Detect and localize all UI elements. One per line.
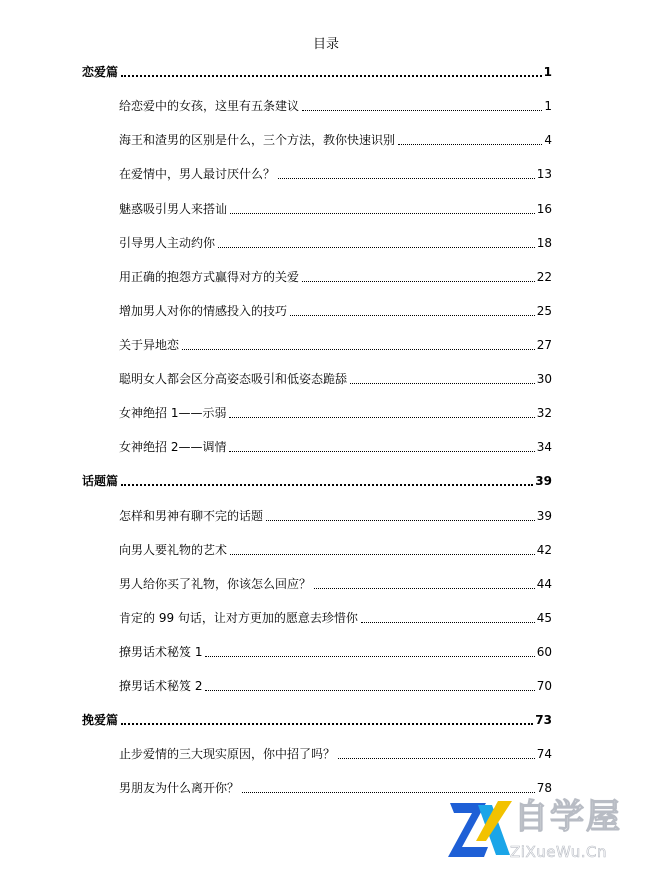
page-number: 27: [536, 338, 552, 352]
dot-leader: [361, 622, 535, 623]
toc-entry[interactable]: [119, 506, 552, 524]
toc-entry[interactable]: [119, 369, 552, 387]
entry-label: 撩男话术秘笈 1: [119, 645, 203, 659]
entry-label: 增加男人对你的情感投入的技巧: [119, 304, 288, 318]
entry-label: 男朋友为什么离开你？: [119, 781, 240, 795]
toc-entry[interactable]: [119, 233, 552, 251]
page-number: 22: [536, 270, 552, 284]
toc-entry[interactable]: [119, 335, 552, 353]
page-number: 45: [536, 611, 552, 625]
toc-section-romance[interactable]: [82, 62, 552, 80]
dot-leader: [398, 144, 542, 145]
dot-leader: [121, 75, 542, 77]
entry-label: 止步爱情的三大现实原因，你中招了吗？: [119, 747, 336, 761]
dot-leader: [121, 484, 533, 486]
entry-label: 怎样和男神有聊不完的话题: [119, 509, 264, 523]
dot-leader: [229, 451, 534, 452]
toc-entry[interactable]: [119, 267, 552, 285]
dot-leader: [338, 758, 535, 759]
page-number: 1: [544, 99, 552, 113]
section-label: 挽爱篇: [82, 713, 119, 727]
page-number: 13: [536, 167, 552, 181]
dot-leader: [302, 110, 542, 111]
toc-entry[interactable]: [119, 164, 552, 182]
toc-entry[interactable]: [119, 437, 552, 455]
dot-leader: [278, 178, 535, 179]
toc-entry[interactable]: [119, 403, 552, 421]
dot-leader: [205, 656, 534, 657]
entry-label: 魅惑吸引男人来搭讪: [119, 202, 228, 216]
page-number: 18: [536, 236, 552, 250]
dot-leader: [121, 723, 533, 725]
entry-label: 女神绝招 1——示弱: [119, 406, 227, 420]
entry-label: 撩男话术秘笈 2: [119, 679, 203, 693]
page-number: 70: [536, 679, 552, 693]
watermark-name: 自学屋: [514, 797, 622, 837]
entry-label: 海王和渣男的区别是什么，三个方法，教你快速识别: [119, 133, 396, 147]
dot-leader: [182, 349, 535, 350]
toc-entry[interactable]: [119, 130, 552, 148]
page-number: 30: [536, 372, 552, 386]
toc-entry[interactable]: [119, 199, 552, 217]
page-number: 1: [543, 65, 552, 79]
entry-label: 聪明女人都会区分高姿态吸引和低姿态跪舔: [119, 372, 348, 386]
page-number: 44: [536, 577, 552, 591]
entry-label: 肯定的 99 句话，让对方更加的愿意去珍惜你: [119, 611, 358, 625]
watermark-domain: ZiXueWu.Cn: [510, 843, 608, 861]
dot-leader: [350, 383, 535, 384]
page-number: 16: [536, 202, 552, 216]
page-number: 39: [535, 474, 552, 488]
toc-section-topics[interactable]: [82, 471, 552, 489]
dot-leader: [229, 417, 534, 418]
entry-label: 女神绝招 2——调情: [119, 440, 227, 454]
toc-entry[interactable]: [119, 96, 552, 114]
page-number: 78: [536, 781, 552, 795]
entry-label: 用正确的抱怨方式赢得对方的关爱: [119, 270, 300, 284]
page-number: 60: [536, 645, 552, 659]
toc-entry[interactable]: [119, 574, 552, 592]
entry-label: 在爱情中，男人最讨厌什么？: [119, 167, 276, 181]
page-number: 32: [536, 406, 552, 420]
dot-leader: [218, 247, 535, 248]
entry-label: 男人给你买了礼物，你该怎么回应？: [119, 577, 312, 591]
toc-entry[interactable]: [119, 608, 552, 626]
dot-leader: [230, 213, 535, 214]
dot-leader: [266, 520, 535, 521]
zx-logo-icon: [448, 795, 514, 861]
watermark: [448, 793, 648, 865]
dot-leader: [302, 281, 535, 282]
toc-entry[interactable]: [119, 540, 552, 558]
section-label: 恋爱篇: [82, 65, 119, 79]
toc-entry[interactable]: [119, 744, 552, 762]
toc-section-winback[interactable]: [82, 710, 552, 728]
page-number: 74: [536, 747, 552, 761]
toc-title: 目录: [312, 37, 339, 52]
page-number: 42: [536, 543, 552, 557]
toc-entry[interactable]: [119, 676, 552, 694]
entry-label: 引导男人主动约你: [119, 236, 216, 250]
toc-entry[interactable]: [119, 301, 552, 319]
section-label: 话题篇: [82, 474, 119, 488]
entry-label: 向男人要礼物的艺术: [119, 543, 228, 557]
page-number: 25: [536, 304, 552, 318]
page-number: 39: [536, 509, 552, 523]
entry-label: 关于异地恋: [119, 338, 180, 352]
page-number: 4: [544, 133, 552, 147]
entry-label: 给恋爱中的女孩，这里有五条建议: [119, 99, 300, 113]
dot-leader: [230, 554, 535, 555]
page-number: 73: [535, 713, 552, 727]
dot-leader: [314, 588, 535, 589]
page-number: 34: [536, 440, 552, 454]
toc-entry[interactable]: [119, 642, 552, 660]
dot-leader: [290, 315, 535, 316]
dot-leader: [205, 690, 534, 691]
